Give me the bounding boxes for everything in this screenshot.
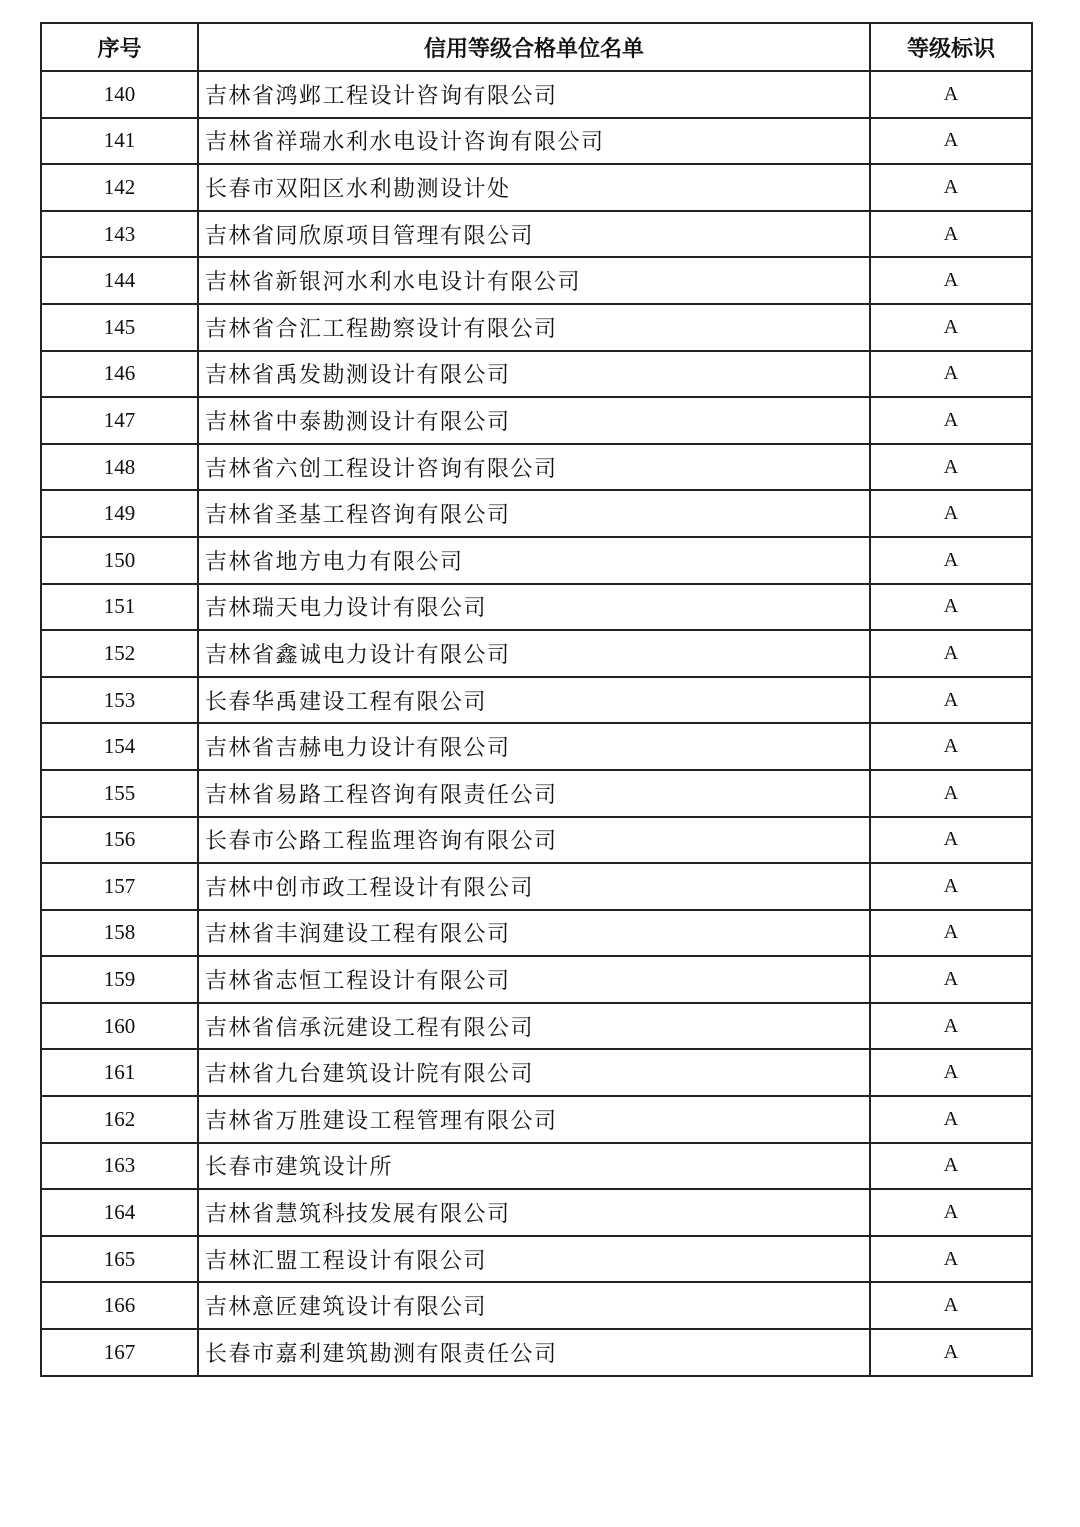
row-name-cell: 吉林省合汇工程勘察设计有限公司 [198,304,870,351]
row-name-cell: 吉林省祥瑞水利水电设计咨询有限公司 [198,118,870,165]
table-row [41,584,1032,631]
row-level-cell: A [870,723,1032,770]
row-level-cell: A [870,1189,1032,1236]
row-name-cell: 吉林中创市政工程设计有限公司 [198,863,870,910]
table-row [41,537,1032,584]
row-level-cell: A [870,1096,1032,1143]
row-seq-cell: 166 [41,1282,198,1329]
row-seq-cell: 151 [41,584,198,631]
table-row [41,71,1032,118]
table-row [41,1282,1032,1329]
row-name-cell: 吉林省同欣原项目管理有限公司 [198,211,870,258]
table-row [41,164,1032,211]
row-seq-cell: 156 [41,817,198,864]
row-name-cell: 吉林瑞天电力设计有限公司 [198,584,870,631]
row-name-cell: 吉林省慧筑科技发展有限公司 [198,1189,870,1236]
row-seq-cell: 152 [41,630,198,677]
table-row [41,630,1032,677]
table-row [41,118,1032,165]
row-seq-cell: 153 [41,677,198,724]
row-name-cell: 吉林省新银河水利水电设计有限公司 [198,257,870,304]
table-header [41,23,1032,71]
row-seq-cell: 144 [41,257,198,304]
row-level-cell: A [870,630,1032,677]
row-level-cell: A [870,257,1032,304]
row-level-cell: A [870,770,1032,817]
header-row [41,23,1032,71]
table-row [41,1096,1032,1143]
row-seq-cell: 150 [41,537,198,584]
row-seq-cell: 164 [41,1189,198,1236]
row-level-cell: A [870,1236,1032,1283]
table-row [41,1003,1032,1050]
row-level-cell: A [870,490,1032,537]
row-name-cell: 吉林省鑫诚电力设计有限公司 [198,630,870,677]
row-seq-cell: 145 [41,304,198,351]
row-level-cell: A [870,817,1032,864]
row-name-cell: 吉林省志恒工程设计有限公司 [198,956,870,1003]
row-seq-cell: 146 [41,351,198,398]
row-name-cell: 吉林省万胜建设工程管理有限公司 [198,1096,870,1143]
row-name-cell: 吉林省易路工程咨询有限责任公司 [198,770,870,817]
row-level-cell: A [870,1282,1032,1329]
row-seq-cell: 140 [41,71,198,118]
row-seq-cell: 158 [41,910,198,957]
row-seq-cell: 167 [41,1329,198,1376]
row-name-cell: 吉林省九台建筑设计院有限公司 [198,1049,870,1096]
row-seq-cell: 163 [41,1143,198,1190]
table-row [41,817,1032,864]
row-seq-cell: 160 [41,1003,198,1050]
row-name-cell: 吉林汇盟工程设计有限公司 [198,1236,870,1283]
row-level-cell: A [870,910,1032,957]
table-row [41,1236,1032,1283]
row-level-cell: A [870,863,1032,910]
row-seq-cell: 157 [41,863,198,910]
table-row [41,304,1032,351]
table-row [41,490,1032,537]
table-row [41,1049,1032,1096]
table-row [41,257,1032,304]
table-row [41,770,1032,817]
row-name-cell: 长春市双阳区水利勘测设计处 [198,164,870,211]
row-seq-cell: 141 [41,118,198,165]
row-name-cell: 吉林省鸿邺工程设计咨询有限公司 [198,71,870,118]
row-name-cell: 长春市嘉利建筑勘测有限责任公司 [198,1329,870,1376]
row-seq-cell: 147 [41,397,198,444]
row-name-cell: 吉林省丰润建设工程有限公司 [198,910,870,957]
credit-rating-table [40,22,1033,1377]
row-level-cell: A [870,164,1032,211]
row-seq-cell: 149 [41,490,198,537]
row-level-cell: A [870,1003,1032,1050]
table-row [41,397,1032,444]
row-level-cell: A [870,351,1032,398]
row-seq-cell: 154 [41,723,198,770]
row-name-cell: 长春市建筑设计所 [198,1143,870,1190]
row-seq-cell: 159 [41,956,198,1003]
header-name: 信用等级合格单位名单 [198,23,870,71]
row-level-cell: A [870,584,1032,631]
row-level-cell: A [870,956,1032,1003]
row-seq-cell: 148 [41,444,198,491]
table-row [41,211,1032,258]
table-row [41,863,1032,910]
row-seq-cell: 143 [41,211,198,258]
row-name-cell: 吉林省吉赫电力设计有限公司 [198,723,870,770]
table-row [41,677,1032,724]
row-name-cell: 吉林省信承沅建设工程有限公司 [198,1003,870,1050]
header-level: 等级标识 [870,23,1032,71]
table-row [41,1189,1032,1236]
table-row [41,956,1032,1003]
row-name-cell: 吉林意匠建筑设计有限公司 [198,1282,870,1329]
table-row [41,444,1032,491]
table-row [41,910,1032,957]
row-seq-cell: 155 [41,770,198,817]
table-row [41,723,1032,770]
row-level-cell: A [870,71,1032,118]
row-level-cell: A [870,1049,1032,1096]
table-row [41,1329,1032,1376]
row-seq-cell: 161 [41,1049,198,1096]
row-seq-cell: 162 [41,1096,198,1143]
row-level-cell: A [870,444,1032,491]
row-name-cell: 吉林省中泰勘测设计有限公司 [198,397,870,444]
table-row [41,351,1032,398]
row-seq-cell: 142 [41,164,198,211]
table-row [41,1143,1032,1190]
row-level-cell: A [870,118,1032,165]
header-seq: 序号 [41,23,198,71]
table-body [41,71,1032,1376]
row-name-cell: 吉林省六创工程设计咨询有限公司 [198,444,870,491]
row-level-cell: A [870,211,1032,258]
row-name-cell: 吉林省禹发勘测设计有限公司 [198,351,870,398]
row-level-cell: A [870,1143,1032,1190]
row-level-cell: A [870,1329,1032,1376]
row-level-cell: A [870,537,1032,584]
row-level-cell: A [870,304,1032,351]
row-level-cell: A [870,677,1032,724]
row-seq-cell: 165 [41,1236,198,1283]
row-name-cell: 长春市公路工程监理咨询有限公司 [198,817,870,864]
row-name-cell: 吉林省地方电力有限公司 [198,537,870,584]
row-name-cell: 吉林省圣基工程咨询有限公司 [198,490,870,537]
row-name-cell: 长春华禹建设工程有限公司 [198,677,870,724]
row-level-cell: A [870,397,1032,444]
